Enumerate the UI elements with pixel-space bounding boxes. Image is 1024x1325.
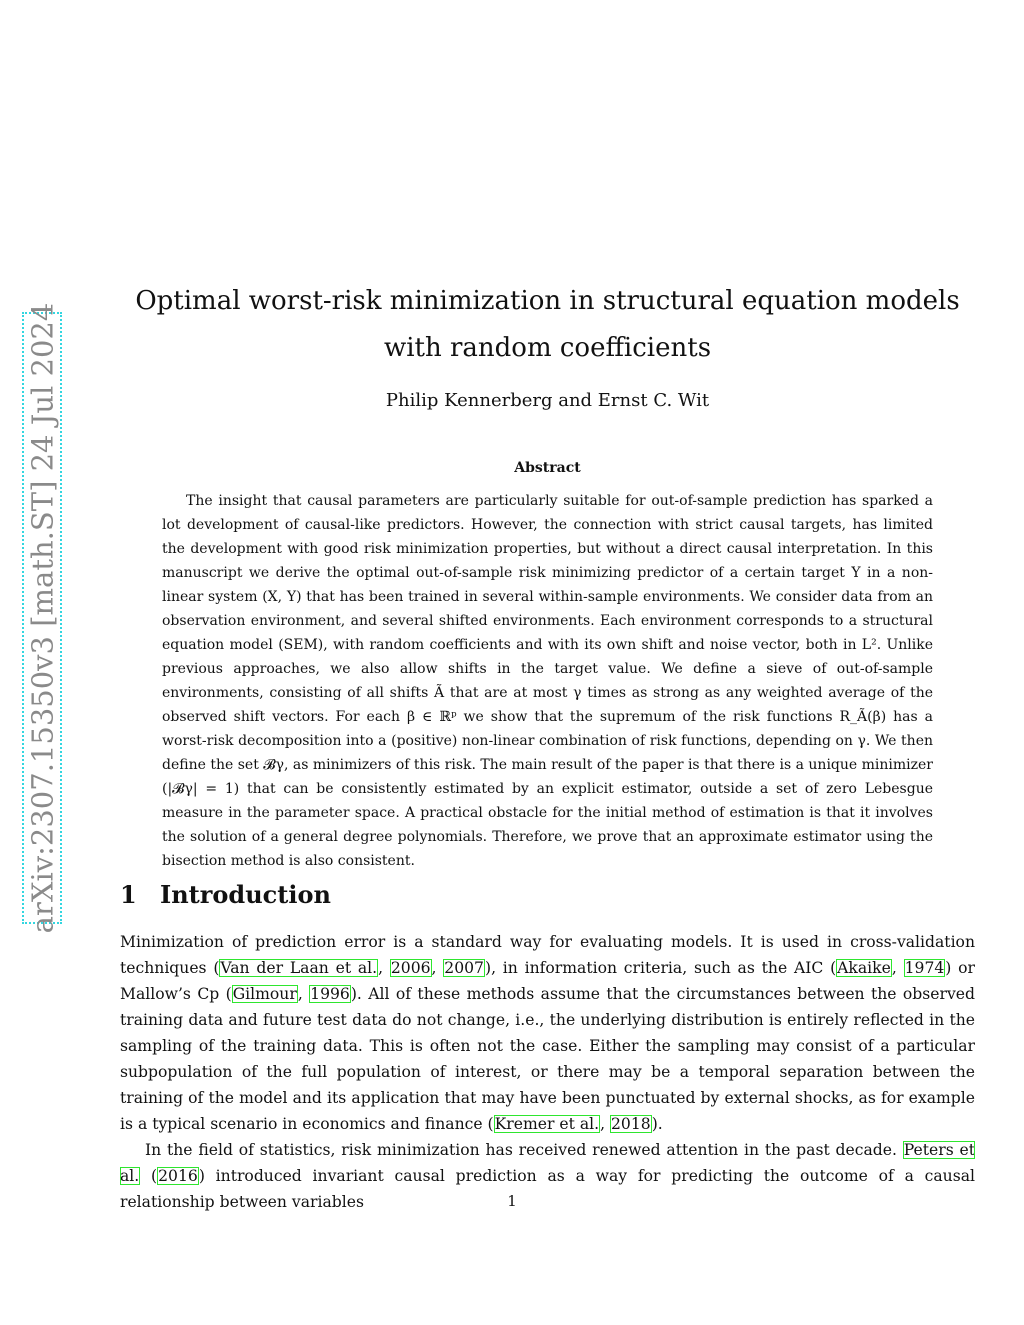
intro-paragraph-1 bbox=[120, 929, 975, 1137]
paper-title: Optimal worst-risk minimization in structural equation models with random coefficients bbox=[135, 286, 960, 363]
text-run: ). All of these methods assume that the circumstances between the observed training data and future test data do not change, i.e., the underlying distribution is entirely reflected in the sampling of the training data. This is often not the case. Either the sampling may consist of a particular subpopulation of the full population of interest, or there may be a temporal separation between the training of the model and its application that may have been punctuated by external shocks, as for example is a typical scenario in economics and finance ( bbox=[120, 985, 975, 1133]
text-run: ) or Mallow’s Cp ( bbox=[120, 959, 976, 1003]
arxiv-identifier-sidebar[interactable] bbox=[22, 302, 62, 934]
abstract-heading: Abstract bbox=[514, 460, 581, 476]
citation-link-2018[interactable]: 2018 bbox=[611, 1115, 651, 1133]
citation-link-gilmour[interactable]: Gilmour bbox=[232, 985, 297, 1003]
paper-authors: Philip Kennerberg and Ernst C. Wit bbox=[385, 390, 710, 411]
citation-link-1974[interactable]: 1974 bbox=[904, 959, 945, 977]
section-title: Introduction bbox=[160, 880, 331, 909]
introduction-body bbox=[120, 929, 975, 1215]
citation-link-2016[interactable]: 2016 bbox=[158, 1167, 198, 1185]
arxiv-identifier-text: arXiv:2307.15350v3 [math.ST] 24 Jul 2024 bbox=[25, 302, 60, 934]
citation-link-peters[interactable]: Peters et al. bbox=[120, 1141, 975, 1185]
citation-link-kremer[interactable]: Kremer et al. bbox=[494, 1115, 600, 1133]
text-run: , bbox=[600, 1115, 610, 1133]
text-run: Minimization of prediction error is a standard way for evaluating models. It is used in cross-validation techniques ( bbox=[120, 933, 975, 977]
text-run: ). bbox=[651, 1115, 663, 1133]
section-number: 1 bbox=[120, 880, 137, 909]
citation-link-akaike[interactable]: Akaike bbox=[837, 959, 891, 977]
citation-link-2007[interactable]: 2007 bbox=[444, 959, 484, 977]
section-heading-introduction bbox=[120, 880, 331, 909]
text-run: In the field of statistics, risk minimization has received renewed attention in the past decade. bbox=[145, 1141, 903, 1159]
text-run: ) introduced invariant causal prediction as a way for predicting the outcome of a causal relationship between variables bbox=[120, 1167, 976, 1211]
text-run: ), in information criteria, such as the AIC ( bbox=[484, 959, 837, 977]
citation-link-2006[interactable]: 2006 bbox=[390, 959, 431, 977]
citation-link-1996[interactable]: 1996 bbox=[310, 985, 350, 1003]
citation-link-van-der-laan[interactable]: Van der Laan et al. bbox=[220, 959, 378, 977]
text-run: , bbox=[891, 959, 904, 977]
abstract-text: The insight that causal parameters are particularly suitable for out-of-sample prediction has sparked a lot development of causal-like predictors. However, the connection with strict causal targets, has limited the development with good risk minimization properties, but without a direct causal interpretation. In this manuscript we derive the optimal out-of-sample risk minimizing predictor of a certain target Y in a non-linear system (X, Y) that has been trained in several within-sample environments. We consider data from an observation environment, and several shifted environments. Each environment corresponds to a structural equation model (SEM), with random coefficients and with its own shift and noise vector, both in L². Unlike previous approaches, we also allow shifts in the target value. We define a sieve of out-of-sample environments, consisting of all shifts Ã that are at most γ times as strong as any weighted average of the observed shift vectors. For each β ∈ ℝᵖ we show that the supremum of the risk functions R_Ã(β) has a worst-risk decomposition into a (positive) non-linear combination of risk functions, depending on γ. We then define the set 𝓑γ, as minimizers of this risk. The main result of the paper is that there is a unique minimizer (|𝓑γ| = 1) that can be consistently estimated by an explicit estimator, outside a set of zero Lebesgue measure in the parameter space. A practical obstacle for the initial method of estimation is that it involves the solution of a general degree polynomials. Therefore, we prove that an approximate estimator using the bisection method is also consistent. bbox=[162, 493, 933, 869]
text-run: , bbox=[431, 959, 444, 977]
text-run: , bbox=[378, 959, 390, 977]
page-number: 1 bbox=[507, 1192, 517, 1210]
text-run: , bbox=[297, 985, 310, 1003]
text-run: ( bbox=[140, 1167, 158, 1185]
